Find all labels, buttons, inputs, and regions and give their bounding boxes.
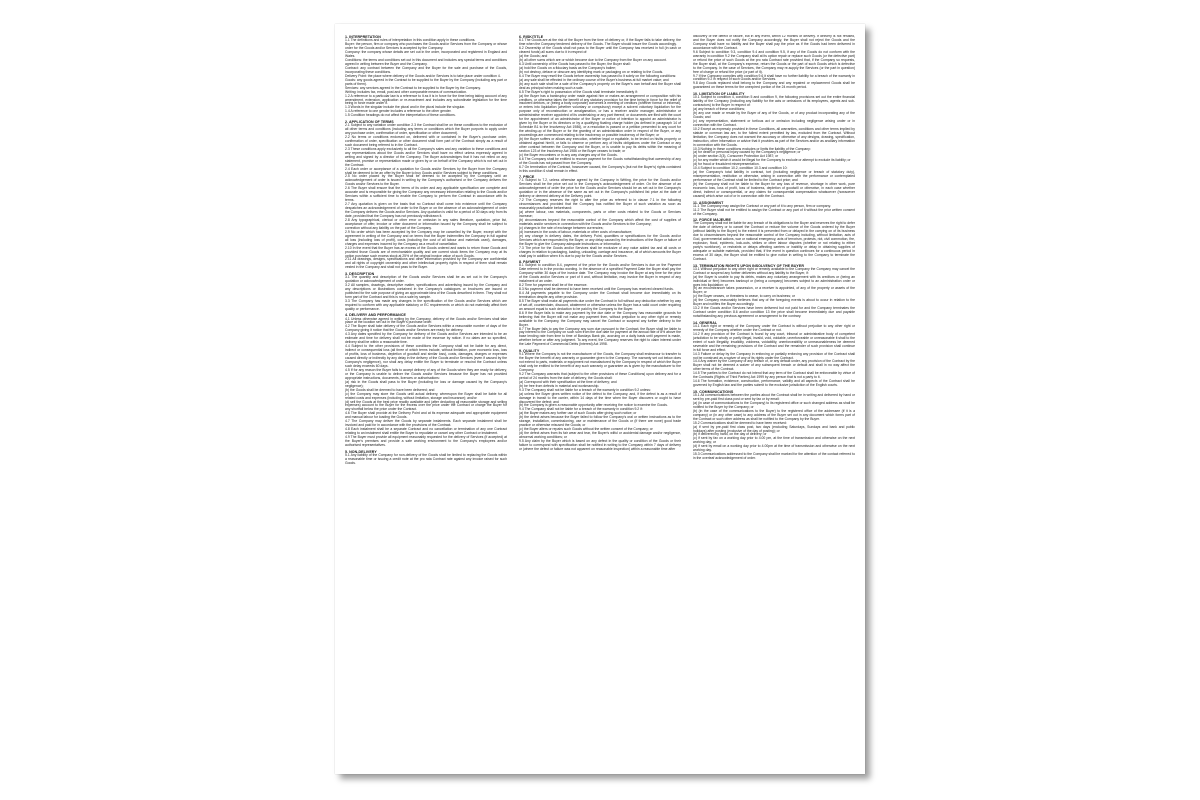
section-heading: 5. NON-DELIVERY (345, 449, 377, 454)
clause-text: 4.9 The Buyer must provide all equipment reasonably requested for the delivery of Services (if accepted) at the Buyer's premises and provide a safe working environment to the Company's employees and/or authorised representatives. (345, 435, 507, 447)
clause-text: (d) sell the Goods at the best price readily available and (after deducting all reasonable storage and selling expenses) account to the Buyer for the excess over the price under the Contract or charge the Buyer for any shortfall below the price under the Contract. (345, 399, 507, 412)
clause-text: (b) under section 2(3), Consumer Protection Act 1987; or (693, 154, 779, 159)
terms-section (519, 35, 681, 174)
clause-text: 2.5 No order placed by the Buyer shall be deemed to be accepted by the Company until an acknowledgement of order is issued in writing by the Company's authorised or the Company delivers the Goods and/or Services to the Buyer. (345, 174, 507, 187)
clause-text: 1.5 Condition headings do not affect the interpretation of these conditions. (345, 113, 456, 118)
clause-text: discovery of the defect or failure, but in any event, within 12 months of delivery. If delivery is not refused, and the Buyer does not notify the Company accordingly, the Buyer shall not reject the Goods and the Company shall have no liability and the Buyer shall pay the price as if the Goods had been delivered in accordance with the Contract. (693, 35, 855, 50)
terms-section (693, 264, 855, 320)
clause-text: (b) (in the case of the communications to the Buyer) to the registered office of the addressee (if it is a company) or (in any other case) to any address of the Buyer set out in any document which forms part of the Contract or such other address as shall be notified to the Company by the Buyer. (693, 408, 855, 421)
clause-text: (a) for death or personal injury caused by the Company's negligence; or (693, 150, 801, 155)
clause-text: (b) all other sums which are or which become due to the Company from the Buyer on any account. (519, 57, 667, 62)
clause-text: 2.11 All drawings, designs, specifications and other information provided by the Company are confidential and all rights of copyright ownership and other intellectual property rights in respect of them shall remain vested in the Company and shall not pass to the Buyer. (345, 257, 507, 270)
clause-text: (c) changes in the rate of exchange between currencies; (519, 225, 604, 230)
clause-text: 13.2 If the Goods and/or Services have been delivered but not paid for and the Company terminates the Contract under condition 8.6 and/or condition 13 the price shall become immediately due and payable notwithstanding any previous agreement or arrangement to the contrary. (693, 306, 855, 319)
clause-text: 2.2 No terms or conditions endorsed on, delivered with or contained in the Buyer's purchase order, confirmation of order, specification or other document shall form part of the Contract simply as a result of such document being referred to in the Contract. (345, 134, 507, 147)
clause-text: 11.2 The Buyer shall not be entitled to assign the Contract or any part of it without the prior written consent of the Company. (693, 207, 855, 216)
clause-text: 11.1 The Company may assign the Contract or any part of it to any person, firm or company. (693, 203, 831, 208)
clause-text: 2.6 The Buyer shall ensure that the terms of its order and any applicable specification are complete and accurate and is responsible for giving the Company any necessary information relating to the Goods and/or Services within a sufficient time to enable the Company to perform the Contract in accordance with its terms. (345, 186, 507, 203)
clause-text: 8.2 Time for payment shall be of the essence. (519, 283, 588, 288)
clause-text: 6.3 Until ownership of the Goods has passed to the Buyer, the Buyer shall: (519, 61, 631, 66)
clause-text: (a) if sent by pre-paid first class post, two days (excluding Saturdays, Sundays and bank and public holidays) after posting (exclusive of the day of posting); or (693, 424, 855, 433)
clause-text: 6.7 On termination of the Contract, howsoever caused, the Company's (but not the Buyer's) rights contained in this condition 6 shall remain in effect. (519, 164, 681, 173)
clause-text: 8.1 Subject to condition 8.4, payment of the price for the Goods and/or Services is due on the Payment Date referred to in the proviso wording. In the absence of a specified Payment Date the Buyer shall pay the Company within 30 days of the invoice date. The Company may invoice the Buyer at any time for the price of the Goods and/or Services or part of it and, without limitation, may invoice the Buyer in respect of any instalment of an order. (519, 263, 681, 284)
clause-text: 8.5 The Buyer shall make all payments due under the Contract in full without any deduction whether by way of set-off, counterclaim, discount, abatement or otherwise unless the Buyer has a valid court order requiring an amount equal to such deduction to be paid by the Company to the Buyer. (519, 298, 681, 311)
clause-text: 4.1 Unless otherwise agreed in writing by the Company, delivery of the Goods and/or Services shall take place at the location set out in the Buyer's purchase order. (345, 316, 507, 325)
clause-text: (c) any representation, statement or tortious act or omission including negligence arising under or in connection with the Contract. (693, 118, 855, 127)
terms-section (693, 390, 855, 461)
clause-text: 2.10 In the event that the Buyer has an excess of the Goods ordered and wants to return those Goods and provided those Goods are of merchantable quality and are current stock items the Company may at its option purchase such excess stock at 25% of the original invoice value of such Goods. (345, 245, 507, 258)
clause-text: (a) where labour, raw materials, components, parts or other costs related to the Goods or Services increase; (519, 210, 681, 218)
clause-text: 9.6 Subject to condition 9.3, condition 9.4 and condition 9.5, if any of the Goods do not conform with the warranty in condition 9.2 the Company shall at its option repair or replace such Goods (or the defective part) or refund the price of such Goods at the pro rata Contract rate provided that, if the Company so requests, the Buyer shall, at the Company's expense, return the Goods or the part of such Goods which is defective to the Company. In the case of Services, the Company may re-supply the Services (or the part in question) free of charge or refund the price (or part of it). (693, 49, 855, 74)
clause-text: (a) any breach of these conditions; (693, 107, 746, 111)
clause-text: 4.5 If for any reason the Buyer fails to accept delivery of any of the Goods when they are ready for delivery, or the Company is unable to deliver the Goods and/or Services because the Buyer has not provided appropriate instructions, documents, licences or authorisations: (345, 367, 507, 380)
clause-text: (c) the Buyer alters or repairs such Goods without the written consent of the Company; or (519, 427, 653, 432)
clause-text: (c) the Buyer ceases, or threatens to cease, to carry on business; or (693, 294, 795, 299)
terms-section (519, 349, 681, 452)
clause-text: 2.9 No order which has been accepted by the Company may be cancelled by the Buyer, except with the agreement in writing of the Company and on terms that the Buyer indemnifies the Company in full against all loss (including loss of profit), costs (including the cost of all labour and materials used), damages, charges and expenses incurred by the Company as a result of cancellation. (345, 229, 507, 246)
clause-text: 9.7 If the Company complies with condition 9.6 it shall have no further liability for a breach of the warranty in condition 9.2 in respect of such Goods and/or Services. (693, 73, 855, 82)
clause-text: Company: the company whose details are set out in the order, incorporated and registered in England and Wales. (345, 50, 507, 59)
clause-text: (d) if sent by email on a working day prior to 4.00pm at the time of transmission and otherwise on the next working day. (693, 444, 855, 453)
clause-text: 4.2 The Buyer shall take delivery of the Goods and/or Services within a reasonable number of days of the Company giving it notice that the Goods and/or Services are ready for delivery. (345, 324, 507, 333)
terms-section (693, 321, 855, 388)
clause-text: (b) if delivered by hand, on the day of delivery; or (693, 432, 767, 437)
clause-text: 9.1 Where the Company is not the manufacturer of the Goods, the Company shall endeavour to transfer to the Buyer the benefit of any warranty or guarantee given to the Company. The warranty set out below does not extend to parts, materials or equipment not manufactured by the Company in respect of which the Buyer shall only be entitled to the benefit of any such warranty or guarantee as is given by the manufacturer to the Company. (519, 352, 681, 372)
clause-text: 4.6 The Buyer shall provide at the Delivery Point and at its expense adequate and appropriate equipment and manual labour for loading the Goods. (345, 411, 507, 420)
clause-text: 1.2 A reference to a particular law is a reference to it as it is in force for the time being taking account of any amendment, extension, application or re-enactment and includes any subordinate legislation for the time being in force made under it. (345, 93, 507, 106)
clause-text: (c) for any matter which it would be illegal for the Company to exclude or attempt to exclude its liability; or (693, 158, 851, 163)
clause-text: 4.7 The Company may deliver the Goods by separate instalments. Each separate instalment shall be invoiced and paid for in accordance with the provisions of the Contract. (345, 419, 507, 428)
clause-text: 8.3 No payment shall be deemed to have been received until the Company has received cleared funds. (519, 286, 674, 291)
clause-text: 4.8 Each instalment shall be a separate Contract and no cancellation or termination of any one Contract relating to an instalment shall entitle the Buyer to repudiate or cancel any other Contract or instalment. (345, 427, 507, 436)
clause-text: (b) the defect arises because the Buyer failed to follow the Company's oral or written instructions as to the storage, installation, commissioning, use or maintenance of the Goods or (if there are none) good trade practice or otherwise misused the Goods; or (519, 415, 681, 428)
clause-text: (a) unless the Buyer gives written notice of the defect to the Company, and, if the defect is as a result of damage in transit to the carrier, within 14 days of the time when the Buyer discovers or ought to have discovered the defect; and (519, 391, 681, 404)
section-heading: 3. DESCRIPTION (345, 271, 375, 276)
terms-section (519, 175, 681, 258)
clause-text: 2.1 Subject to any variation under condition 2.3 the Contract shall be on these conditions to the exclusion of all other terms and conditions (including any terms or conditions which the Buyer purports to apply under any purchase order, confirmation of order, specification or other document). (345, 123, 507, 135)
terms-section (345, 450, 507, 466)
clause-text: 1.1 The definitions and rules of interpretation in this condition apply in these conditions. (345, 38, 476, 43)
column-2 (519, 35, 681, 766)
clause-text: 9.3 The Company shall not be liable for a breach of the warranty in condition 9.2 unless: (519, 387, 651, 392)
clause-text: 5.1 Any liability of the Company for non-delivery of the Goods shall be limited to replacing the Goods within a reasonable time or issuing a credit note at the pro rata Contract rate against any invoice raised for such Goods. (345, 452, 507, 465)
clause-text: Conditions: the terms and conditions set out in this document and includes any special terms and conditions agreed in writing between the Buyer and the Company. (345, 57, 507, 66)
clause-text: 2.4 Each order or acceptance of a quotation for Goods and/or Services by the Buyer from the Company shall be deemed to be an offer by the Buyer to buy Goods and/or Services subject to these conditions. (345, 166, 507, 175)
clause-text: (b) an encumbrancer takes possession, or a receiver is appointed, of any of the property or assets of the Buyer; or (693, 286, 855, 295)
clause-text: 6.5 The Buyer's right to possession of the Goods shall terminate immediately if: (519, 89, 638, 94)
clause-text: 3.2 All samples, drawings, descriptive matter, specifications and advertising issued by the Company and any descriptions or illustrations contained in the Company's catalogues or brochures are issued or published for the sole purpose of giving an approximate idea of the Goods described in them. They shall not form part of the Contract and this is not a sale by sample. (345, 283, 507, 299)
terms-section (693, 201, 855, 217)
clause-text: 14.3 Failure or delay by the Company in enforcing or partially enforcing any provision of the Contract shall not be construed as a waiver of any of its rights under the Contract. (693, 351, 855, 360)
clause-text: (a) the Buyer makes any further use of such Goods after giving such notice; or (519, 411, 637, 416)
clause-text: (d) increases in the costs of labour, materials or other costs of manufacture; (519, 229, 633, 234)
section-heading: 8. PAYMENT (519, 260, 541, 265)
clause-text: (a) (in case of communications to the Company) to its registered office or such changed address as shall be notified to the Buyer by the Company; or (693, 400, 855, 409)
clause-text: The Company shall not be liable for any breach of its obligations to the Buyer and reserves the right to defer the date of delivery or to cancel the Contract or reduce the volume of the Goods ordered by the Buyer (without liability to the Buyer) to the extent it is prevented from or delayed in the carrying on of its business due to circumstances beyond the reasonable control of the Company including, without limitation, acts of God, governmental actions, war or national emergency, acts of terrorism, protests, riot, civil commotion, fire, explosion, flood, epidemic, lock-outs, strikes or other labour disputes (whether or not relating to either party's workforce), or restraints or delays affecting carriers or inability or delay in obtaining supplies of adequate or suitable materials, provided that, if the event in question continues for a continuous period in excess of 30 days, the Buyer shall be entitled to give notice in writing to the Company to terminate the Contract. (693, 221, 855, 261)
terms-section (693, 92, 855, 199)
clause-text: Buyer: the person, firm or company who purchases the Goods and/or Services from the Company or whose order for the Goods and/or Services is accepted by the Company. (345, 42, 507, 51)
clause-text: Writing: includes fax, email, post and other comparable means of communication. (345, 89, 468, 94)
clause-text: (e) any change in delivery dates, the delivery Point, quantities or specifications for the Goods and/or Services which are requested by the Buyer, or any delay caused by the instructions of the Buyer or failure of the Buyer to give the Company adequate instructions or information. (519, 233, 681, 246)
clause-text: (b) the Company shall not be liable to the Buyer for any loss of revenue, shortage in other work, pure economic loss, loss of profit, loss of business, depletion of goodwill or otherwise, in each case whether direct, indirect or consequential, or any claims for consequential compensation whatsoever (howsoever caused) which arise out of or in connection with the Contract. (693, 182, 855, 198)
clause-text: 13.1 Without prejudice to any other right or remedy available to the Company the Company may cancel the Contract or suspend any further deliveries without any liability to the Buyer, if: (693, 266, 855, 275)
clause-text: Delivery Point: the place where delivery of the Goods and/or Services is to take place under condition 4. (345, 73, 501, 78)
clause-text: 14.1 Each right or remedy of the Company under the Contract is without prejudice to any other right or remedy of the Company whether under the Contract or not. (693, 323, 855, 332)
section-heading: 13. TERMINATION RIGHTS UPON INSOLVENCY OF THE BUYER (693, 263, 804, 268)
section-heading: 7. PRICE (519, 175, 535, 180)
clause-text: 7.2 The Company reserves the right to alter the price as referred to in clause 7.1 in the following circumstances and provided that the Company has notified the Buyer of such variation as soon as reasonably practicable beforehand: (519, 198, 681, 211)
clause-text: 4.3 Any dates specified by the Company for delivery of the Goods and/or Services are intended to be an estimate and time for delivery shall not be made of the essence by notice. If no dates are so specified, delivery shall be within a reasonable time. (345, 332, 507, 345)
clause-text: (a) Correspond with their specification at the time of delivery; and (519, 379, 617, 384)
clause-text: Goods: any goods agreed in the Contract to be supplied to the Buyer by the Company (including any part or parts of them). (345, 77, 507, 86)
column-3 (693, 35, 855, 766)
clause-text: (a) hold the Goods on a fiduciary basis as the Company's bailee; (519, 65, 616, 70)
section-heading: 4. DELIVERY AND PERFORMANCE (345, 313, 406, 318)
clause-text: 7.3 The price for the Goods and/or Services shall be exclusive of any value added tax and all costs or charges in relation to packaging, loading, unloading, carriage and insurance, all of which amounts the Buyer shall pay in addition when it is due to pay for the Goods and/or Services. (519, 245, 681, 258)
clause-text: 7.1 Subject to 7.2, unless otherwise agreed by the Company in Writing, the price for the Goods and/or Services shall be the price set out in the Company's acknowledgement of order. On the absence of an acknowledgement of order the price for the Goods and/or Services should be as set out in the Company's quotation or in the absence of the same as set out in the Company's published list price at the date of delivery or deemed delivery at the Delivery point. (519, 178, 681, 199)
clause-text: (a) the Buyer has a bankruptcy order made against him or makes an arrangement or composition with his creditors, or otherwise takes the benefit of any statutory provision for the time being in force for the relief of insolvent debtors, or (being a body corporate) convenes a meeting of creditors (whether formal or informal), or enters into liquidation (whether voluntary or compulsory) except a solvent voluntary liquidation for the purpose only of reconstruction or amalgamation, or has a receiver and/or manager, administrator or administrative receiver appointed of its undertaking or any part thereof, or documents are filed with the court for the appointment of an administrator of the Buyer or notice of intention to appoint an administrator is given by the Buyer or its directors or by a qualifying floating charge holder (as defined in paragraph 14 of Schedule B1 to the Insolvency Act 1986), or a resolution is passed or a petition presented to any court for the winding-up of the Buyer or for the granting of an administration order in respect of the Buyer, or any proceedings are commenced relating to the insolvency or possible insolvency of the Buyer; or (519, 93, 681, 138)
clause-text: 14.6 The formation, existence, construction, performance, validity and all aspects of the Contract shall be governed by English law and the parties submit to the exclusive jurisdiction of the English courts. (693, 379, 855, 388)
clause-text: (b) the Goods shall be deemed to have been delivered; and (345, 387, 435, 392)
clause-text: (a) the Buyer is unable to pay its debts, makes any voluntary arrangement with its creditors or (being an individual or firm) becomes bankrupt or (being a company) becomes subject to an administration order or goes into liquidation; or (693, 274, 855, 287)
clause-text: 3.3 The Company has made any changes in the specification of the Goods and/or Services which are required to conform with any applicable statutory or EC requirements or which do not materially affect their quality or performance. (345, 298, 507, 311)
clause-text: 10.4 Subject to condition 10.2, condition 10.3 and condition 10: (693, 166, 788, 171)
clause-text: (d) for fraud or fraudulent misrepresentation. (693, 162, 760, 167)
section-heading: 15. COMMUNICATIONS (693, 389, 734, 394)
clause-text: 6.6 The Company shall be entitled to recover payment for the Goods notwithstanding that ownership of any of the Goods has not passed from the Company. (519, 156, 681, 165)
clause-text: 14.5 The parties to the Contract do not intend that any term of the Contract shall be enforceable by virtue of the Contracts (Rights of Third Parties) Act 1999 by any person that is not a party to it. (693, 371, 855, 380)
terms-section (345, 313, 507, 448)
clause-text: 1.3 Words in the singular include the plural and in the plural include the singular. (345, 105, 466, 110)
clause-text: (b) circumstances beyond the reasonable control of the Company which affect the cost of supplies of materials and/or services in connection with the Goods and/or Services to the Company; (519, 217, 681, 226)
clause-text: Services: any services agreed in the Contract to be supplied to the Buyer by the Company. (345, 85, 481, 90)
clause-text: 14.2 If any provision of the Contract is found by any court, tribunal or administrative body of competent jurisdiction to be wholly or partly illegal, invalid, void, voidable, unenforceable or unreasonable it shall to the extent of such illegality, invalidity, voidness, voidability, unenforceability or unreasonableness be deemed severable and the remaining provisions of the Contract and the remainder of such provision shall continue in full force and effect. (693, 331, 855, 352)
clause-text: (b) the Company is given a reasonable opportunity after receiving the notice to examine the Goods. (519, 403, 668, 408)
clause-text: 10.3 Nothing in these conditions excludes or limits the liability of the Company: (693, 146, 811, 151)
clause-text: 9.2 The Company warrants that (subject to the other provisions of these Conditions) upon delivery and for a period of 24 months from the date of delivery, the Goods shall: (519, 371, 681, 380)
clause-text: (c) if sent by fax on a working day prior to 4.00 pm, at the time of transmission and otherwise on the next working day; or (693, 436, 855, 445)
clause-text: (b) any use made or resale by the Buyer of any of the Goods, or of any product incorporating any of the Goods; and (693, 110, 855, 119)
clause-text: (d) the Company reasonably believes that any of the foregoing events is about to occur in relation to the Buyer and notifies the Buyer accordingly. (693, 298, 855, 307)
section-heading: 9. QUALITY (519, 348, 540, 353)
clause-text: 15.3 Communications addressed to the Company shall be marked for the attention of the contact referred to in the overleaf acknowledgement of order. (693, 452, 855, 461)
clause-text: 8.7 The Buyer fails to pay the Company any sum due pursuant to the Contract, the Buyer shall be liable to pay interest to the Company on such sum from the due date for payment at the annual rate of 8% above the base lending rate from time to time of Barclays Bank plc, accruing on a daily basis until payment is made, whether before or after any judgment. To any event, the Company reserves the right to claim interest under the Late Payment of Commercial Debts (Interest) Act 1998. (519, 326, 681, 347)
clause-text: 2.7 Any quotation is given on the basis that no Contract shall come into existence until the Company despatches an acknowledgement of order to the Buyer or on the absence of an acknowledgement of order the Company delivers the Goods and/or Services. Any quotation is valid for a period of 30 days only from its date, provided that the Company has not previously withdrawn it. (345, 202, 507, 218)
terms-section (345, 35, 507, 118)
clause-text: (c) the Buyer encumbers or in any way charges any of the Goods. (519, 152, 618, 157)
clause-text: (b) not destroy, deface or obscure any identifying mark or packaging on or relating to the Goods. (519, 69, 664, 74)
clause-text: 10.1 Subject to condition 4, condition 5 and condition 9, the following provisions set out the entire financial liability of the Company (including any liability for the acts or omissions of its employees, agents and sub-contractors) to the Buyer in respect of: (693, 95, 855, 108)
section-heading: 10. LIMITATION OF LIABILITY (693, 91, 745, 96)
clause-text: 15.2 Communications shall be deemed to have been received: (693, 420, 787, 425)
clause-text: 2.8 Any typographical, clerical or other error or omission in any sales literature, quotation, price list, acceptance of offer, invoice or other document or information issued by the Company shall be subject to correction without any liability on the part of the Company. (345, 217, 507, 230)
section-heading: 14. GENERAL (693, 320, 718, 325)
clause-text: 6.1 The Goods are at the risk of the Buyer from the time of delivery or, if the Buyer fails to take delivery, the time when the Company tendered delivery of the Goods. The Buyer should insure the Goods accordingly. (519, 38, 681, 47)
terms-section (693, 35, 855, 90)
section-heading: 6. RISK/TITLE (519, 35, 544, 39)
clause-text: (a) risk in the Goods shall pass to the Buyer (including for loss or damage caused by the Company's negligence); (345, 379, 507, 388)
document-page (335, 24, 865, 774)
clause-text: 3.1 The quantity and description of the Goods and/or Services shall be as set out in the Company's quotation or acknowledgement of order. (345, 275, 507, 284)
clause-text: 2.3 These conditions apply exclusively to all the Company's sales and any variation to these conditions and any representations about the Goods and/or Services shall have no effect unless expressly agreed in writing and signed by a director of the Company. The Buyer acknowledges that it has not relied on any statement, promise or representation made or given by or on behalf of the Company which is not set out in the Contract. (345, 146, 507, 167)
clause-text: (a) the Company's total liability in contract, tort (including negligence or breach of statutory duty), misrepresentation, restitution or otherwise, arising in connection with the performance or contemplated performance of the Contract shall be limited to the Contract price; and (693, 170, 855, 183)
section-heading: 2. APPLICATION OF TERMS (345, 119, 394, 124)
clause-text: (a) the Goods; and (519, 54, 548, 59)
clause-text: (d) the defect arises from its fair wear and tear, the Buyer's wilful or accidental damage and/or negligence, abnormal working conditions; or (519, 431, 681, 440)
terms-section (519, 260, 681, 347)
clause-text: (c) the Company may store the Goods until actual delivery, whereupon the Buyer shall be liable for all related costs and expenses (including, without limitation, storage and insurance); and/or (345, 391, 507, 400)
section-heading: 11. ASSIGNMENT (693, 200, 724, 205)
clause-text: 9.4 The Company shall not be liable for a breach of the warranty in condition 9.2 if: (519, 407, 643, 412)
clause-text: (a) any sale shall be effected in the ordinary course of the Buyer's business at full market value; and (519, 77, 669, 82)
document-columns (345, 35, 855, 766)
clause-text: (b) the Buyer suffers or allows any execution, whether legal or equitable, to be levied on his/its property or obtained against him/it, or fails to observe or perform any of his/its obligations under the Contract or any other contract between the Company and the Buyer, or is unable to pay its debts within the meaning of section 123 of the Insolvency Act 1986 or the Buyer ceases to trade; or (519, 137, 681, 153)
terms-section (693, 218, 855, 262)
section-heading: 1. INTERPRETATION (345, 35, 381, 39)
clause-text: 15.1 All communications between the parties about the Contract shall be in writing and delivered by hand or sent by pre-paid first class post or sent by fax or by email: (693, 392, 855, 401)
section-heading: 12. FORCE MAJEURE (693, 218, 731, 223)
clause-text: (b) any such sale shall be a sale of the Company's property on the Buyer's own behalf and the Buyer shall deal as principal when making such a sale. (519, 81, 681, 90)
clause-text: 8.6 If the Buyer fails to make any payment by the due date or the Company has reasonable grounds for believing that the Buyer will not make any payment then, without prejudice to any other right or remedy available to the Company, the Company may cancel the Contract or suspend any further delivery to the Buyer. (519, 310, 681, 327)
clause-text: 1.4 A reference to one gender includes a reference to the other gender. (345, 109, 452, 114)
column-1 (345, 35, 507, 766)
clause-text: 6.4 The Buyer may resell the Goods before ownership has passed to it solely on the following conditions: (519, 73, 677, 78)
clause-text: Contract: any contract between the Company and the Buyer for the sale and purchase of the Goods, incorporating these conditions. (345, 65, 507, 74)
clause-text: (b) be free from defects in material and workmanship. (519, 383, 600, 388)
clause-text: 9.8 Any Goods replaced shall belong to the Company and any repaired or replacement Goods shall be guaranteed on these terms for the unexpired portion of the 24 month period. (693, 81, 855, 90)
clause-text: 4.4 Subject to the other provisions of these conditions the Company shall not be liable for any direct, indirect or consequential loss (all three of which terms include, without limitation, pure economic loss, loss of profits, loss of business, depletion of goodwill and similar loss), costs, damages, charges or expenses caused directly or indirectly by any delay in the delivery of the Goods and/or Services (even if caused by the Company's negligence), nor shall any delay entitle the Buyer to terminate or rescind the Contract unless such delay exceeds 60 days. (345, 344, 507, 368)
clause-text: 10.2 Except as expressly provided in these Conditions, all warranties, conditions and other terms implied by statute or common law are, to the fullest extent permitted by law, excluded from the Contract. Without limitation, the Company does not warrant the accuracy or otherwise of any designs, drawing, specification, instruction, other information or advice that it provides as part of the Services and/or as ancillary information in connection with the Goods. (693, 126, 855, 147)
terms-section (345, 120, 507, 270)
clause-text: 6.2 Ownership of the Goods shall not pass to the Buyer until the Company has received in full (in cash or cleared funds) all sums due to it in respect of: (519, 46, 681, 55)
clause-text: 14.4 Any waiver by the Company of any breach of, or any default under, any provision of the Contract by the Buyer shall not be deemed a waiver of any subsequent breach or default and shall in no way affect the other terms of the Contract. (693, 359, 855, 372)
clause-text: 8.4 All payments payable to the Company under the Contract shall become due immediately on its termination despite any other provision. (519, 290, 681, 299)
clause-text: 9.5 Any claim by the Buyer which is based on any defect in the quality or condition of the Goods or their failure to correspond with specification shall be notified in writing to the Company within 7 days of delivery or (where the defect or failure was not apparent on reasonable inspection) within a reasonable time after (519, 439, 681, 451)
terms-section (345, 272, 507, 312)
